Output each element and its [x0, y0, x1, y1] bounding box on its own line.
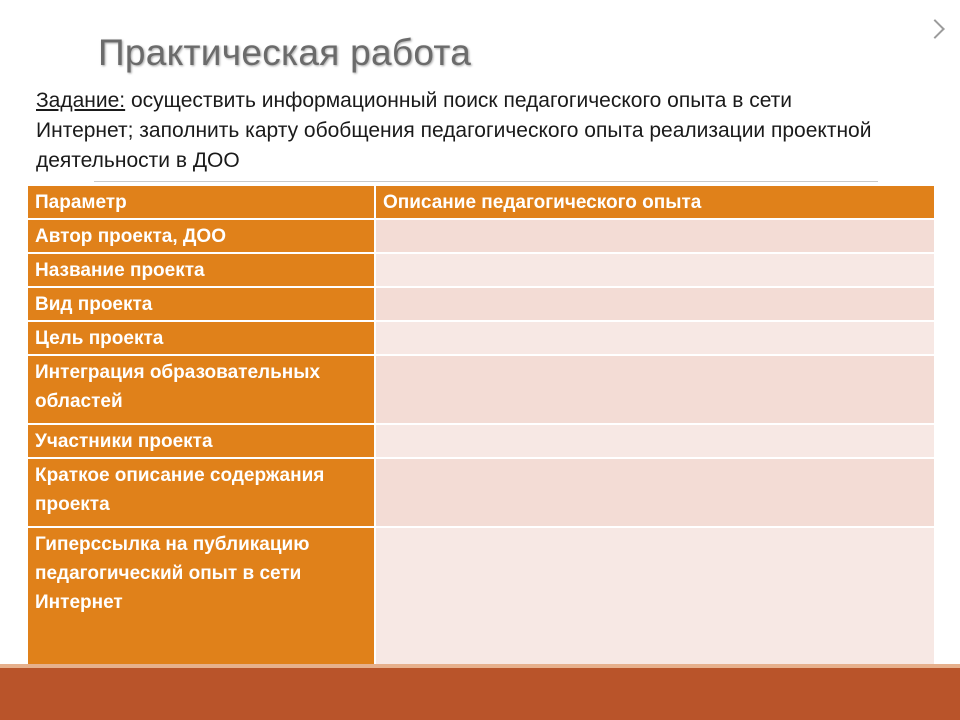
row-parameter: Участники проекта [27, 424, 375, 458]
task-text: осуществить информационный поиск педагогического опыта в сети Интернет; заполнить карту обобщения педагогического опыта реализации проектной деятельности в ДОО [36, 89, 872, 172]
table-row [27, 287, 935, 321]
table-header-row [27, 185, 935, 219]
row-description[interactable] [375, 355, 935, 424]
row-description[interactable] [375, 424, 935, 458]
row-description[interactable] [375, 287, 935, 321]
row-description[interactable] [375, 527, 935, 665]
row-parameter: Гиперссылка на публикацию педагогический опыт в сети Интернет [27, 527, 375, 665]
row-parameter: Автор проекта, ДОО [27, 219, 375, 253]
table-row [27, 321, 935, 355]
slide-title: Практическая работа [98, 32, 472, 73]
task-description [36, 86, 886, 176]
row-description[interactable] [375, 253, 935, 287]
row-parameter: Название проекта [27, 253, 375, 287]
row-description[interactable] [375, 321, 935, 355]
table-row [27, 424, 935, 458]
row-parameter: Вид проекта [27, 287, 375, 321]
row-description[interactable] [375, 219, 935, 253]
divider-line [94, 181, 878, 182]
table-row [27, 253, 935, 287]
footer-band [0, 668, 960, 720]
row-parameter: Краткое описание содержания проекта [27, 458, 375, 527]
table-row [27, 219, 935, 253]
table-row [27, 527, 935, 665]
row-parameter: Цель проекта [27, 321, 375, 355]
column-header-description: Описание педагогического опыта [375, 185, 935, 219]
row-description[interactable] [375, 458, 935, 527]
row-parameter: Интеграция образовательных областей [27, 355, 375, 424]
experience-card-table [26, 184, 936, 666]
chevron-right-icon [930, 18, 946, 40]
column-header-parameter: Параметр [27, 185, 375, 219]
table-row [27, 355, 935, 424]
task-label: Задание: [36, 89, 126, 112]
table-row [27, 458, 935, 527]
